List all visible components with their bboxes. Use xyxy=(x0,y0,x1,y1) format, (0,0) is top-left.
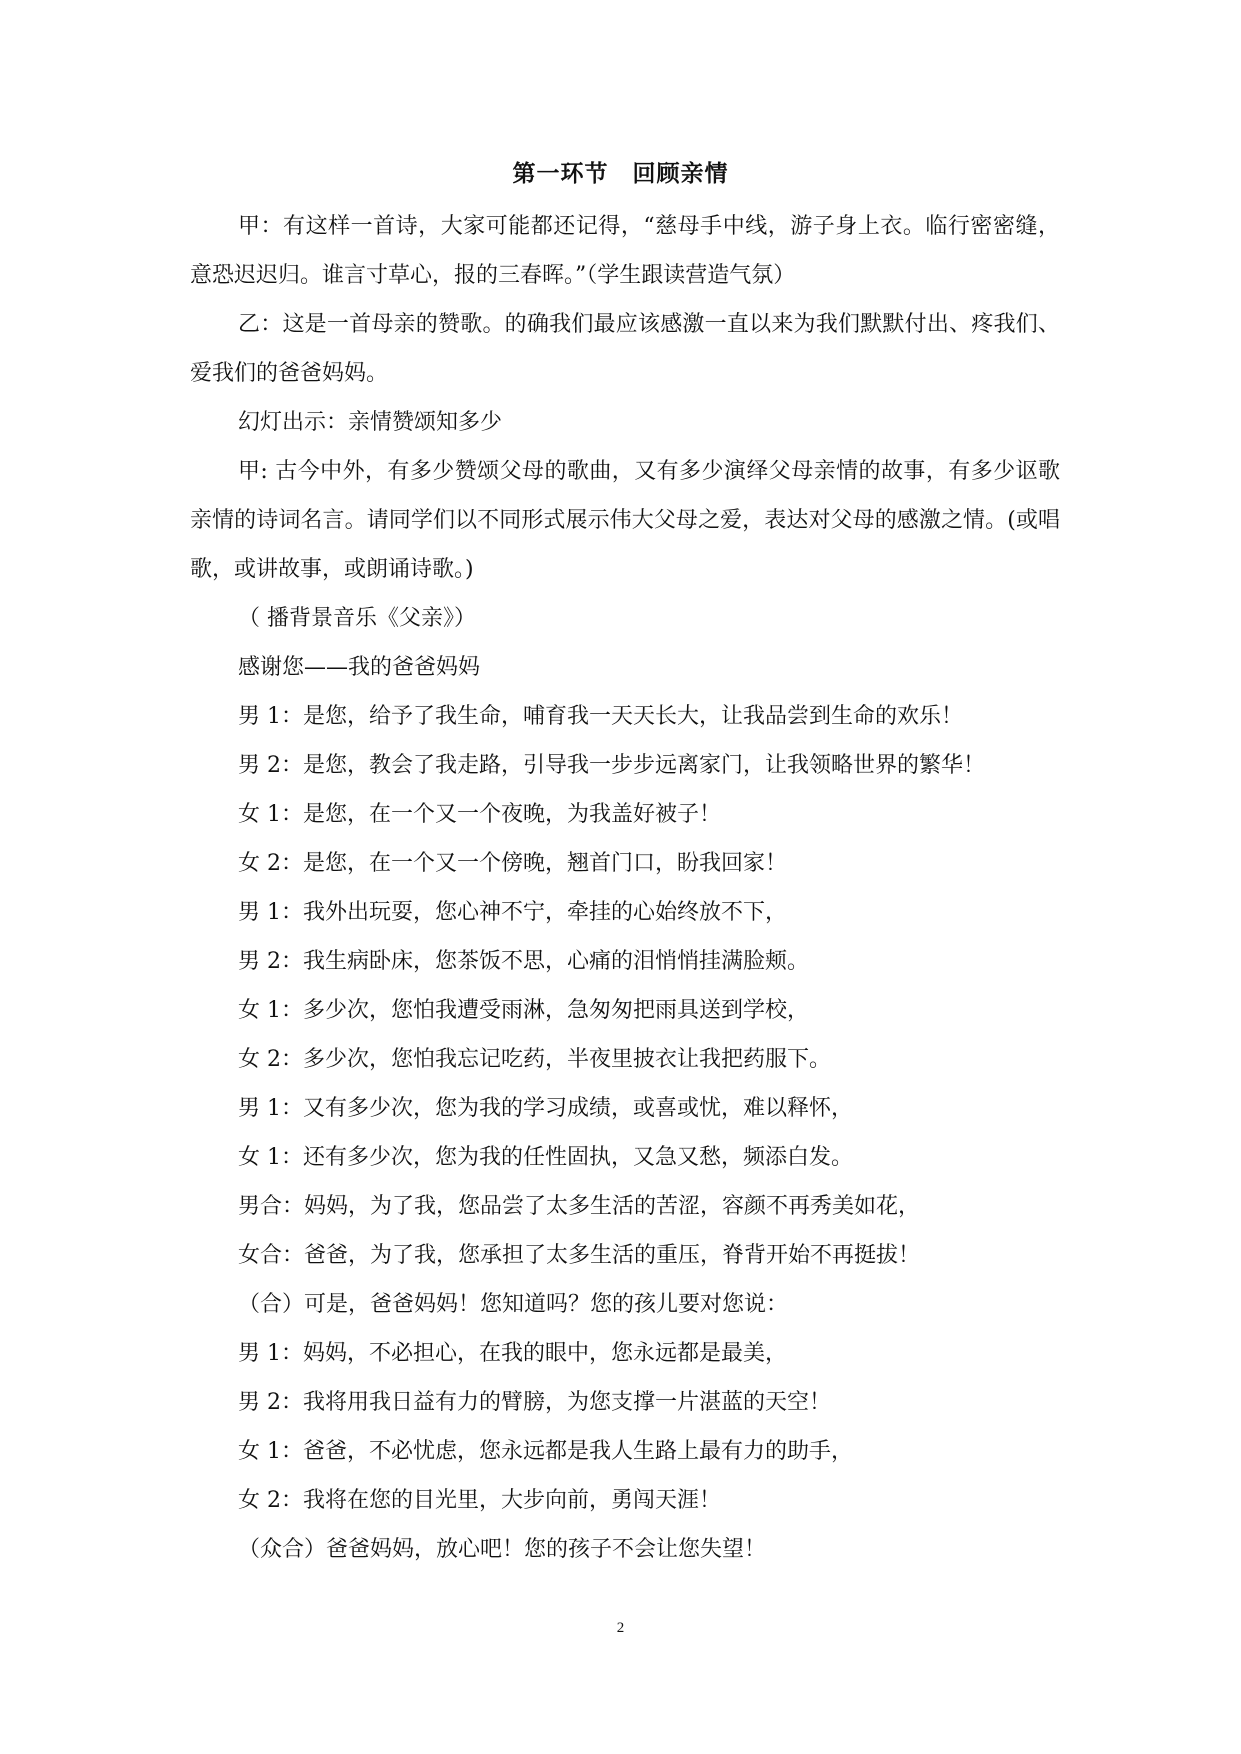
slide-line: 幻灯出示：亲情赞颂知多少 xyxy=(238,410,503,435)
script-line: 女合：爸爸，为了我，您承担了太多生活的重压，脊背开始不再挺拔！ xyxy=(238,1243,921,1268)
script-line: 女 2：多少次，您怕我忘记吃药，半夜里披衣让我把药服下。 xyxy=(238,1047,831,1072)
script-line: 女 1：爸爸，不必忧虑，您永远都是我人生路上最有力的助手， xyxy=(238,1439,853,1464)
script-line: （众合）爸爸妈妈，放心吧！您的孩子不会让您失望！ xyxy=(238,1537,767,1562)
page-number: 2 xyxy=(616,1620,625,1636)
paragraph-mother-song: 乙：这是一首母亲的赞歌。的确我们最应该感激一直以来为我们默默付出、疼我们、爱我们的爸爸妈妈。 xyxy=(190,312,1060,386)
script-line: （ 播背景音乐《父亲》） xyxy=(238,606,476,631)
script-line: 男 2：是您，教会了我走路，引导我一步步远离家门，让我领略世界的繁华！ xyxy=(238,753,985,778)
script-line: 男合：妈妈，为了我，您品尝了太多生活的苦涩，容颜不再秀美如花， xyxy=(238,1194,921,1219)
script-line: 感谢您——我的爸爸妈妈 xyxy=(238,655,481,680)
script-line: 女 1：多少次，您怕我遭受雨淋，急匆匆把雨具送到学校， xyxy=(238,998,809,1023)
section-title: 第一环节 回顾亲情 xyxy=(512,160,729,187)
script-line: 男 1：又有多少次，您为我的学习成绩，或喜或忧，难以释怀， xyxy=(238,1096,853,1121)
script-line: 女 2：我将在您的目光里，大步向前，勇闯天涯！ xyxy=(238,1488,721,1513)
script-line: （合）可是，爸爸妈妈！您知道吗？您的孩儿要对您说： xyxy=(238,1292,789,1317)
paragraph-poem: 甲：有这样一首诗，大家可能都还记得，“慈母手中线，游子身上衣。临行密密缝，意恐迟迟归。谁言寸草心，报的三春晖。”（学生跟读营造气氛） xyxy=(190,214,1060,288)
script-line: 男 1：是您，给予了我生命，哺育我一天天长大，让我品尝到生命的欢乐！ xyxy=(238,704,963,729)
script-line: 男 2：我将用我日益有力的臂膀，为您支撑一片湛蓝的天空！ xyxy=(238,1390,831,1415)
script-line: 女 1：还有多少次，您为我的任性固执，又急又愁，频添白发。 xyxy=(238,1145,853,1170)
script-line: 女 1：是您，在一个又一个夜晚，为我盖好被子！ xyxy=(238,802,721,827)
script-line: 男 2：我生病卧床，您茶饭不思，心痛的泪悄悄挂满脸颊。 xyxy=(238,949,809,974)
script-line: 女 2：是您，在一个又一个傍晚，翘首门口，盼我回家！ xyxy=(238,851,787,876)
paragraph-instructions: 甲: 古今中外，有多少赞颂父母的歌曲，又有多少演绎父母亲情的故事，有多少讴歌亲情的诗词名言。请同学们以不同形式展示伟大父母之爱，表达对父母的感激之情。(或唱歌，或讲故事，或朗诵诗歌。) xyxy=(190,459,1060,582)
script-line: 男 1：我外出玩耍，您心神不宁，牵挂的心始终放不下， xyxy=(238,900,787,925)
script-line: 男 1：妈妈，不必担心，在我的眼中，您永远都是最美， xyxy=(238,1341,787,1366)
document-body xyxy=(190,202,1060,1574)
